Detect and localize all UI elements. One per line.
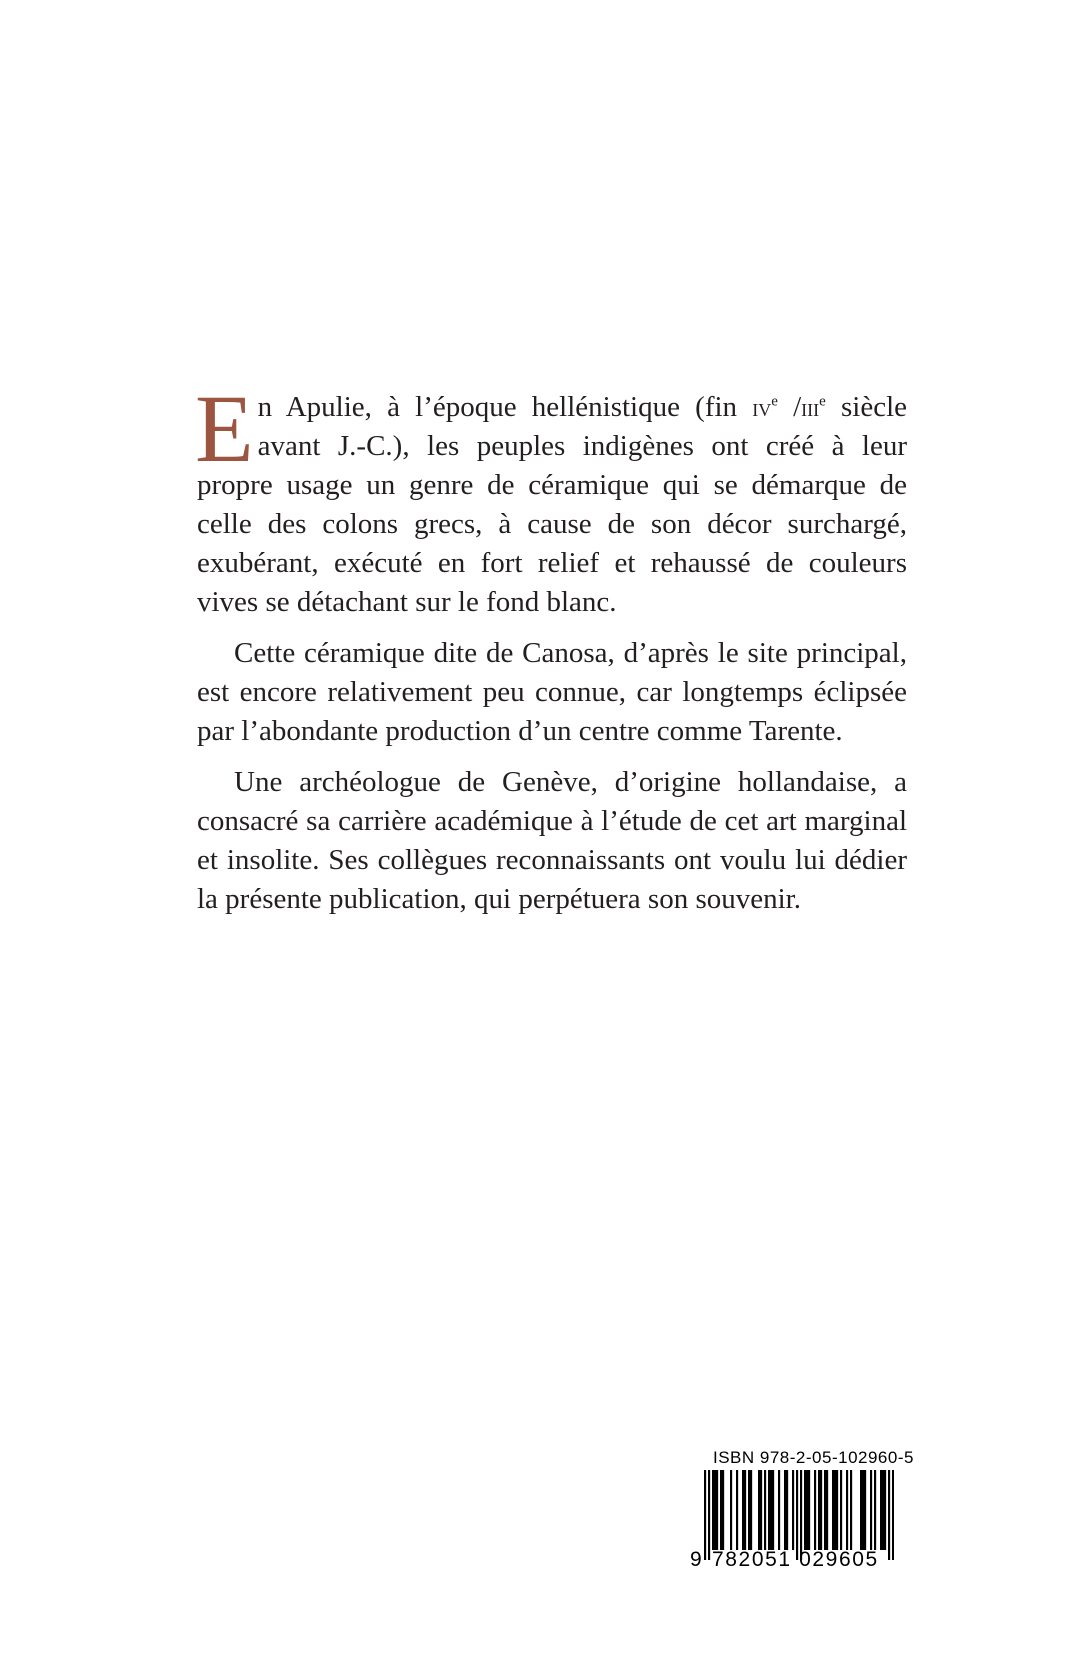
barcode-bar <box>888 1470 890 1560</box>
barcode-bar <box>808 1470 810 1550</box>
roman-numeral-iii: iii <box>801 393 820 422</box>
isbn-barcode <box>690 1448 914 1571</box>
barcode-bar <box>712 1470 714 1550</box>
barcode-bar <box>750 1470 752 1550</box>
barcode-bar <box>892 1470 894 1560</box>
barcode-lead-digit: 9 <box>690 1548 702 1571</box>
isbn-label: ISBN 978-2-05-102960-5 <box>713 1448 914 1467</box>
barcode-digit-groups: 782051 029605 <box>712 1548 879 1571</box>
barcode-bar <box>784 1470 786 1550</box>
roman-numeral-iv: iv <box>752 393 772 422</box>
barcode-bar <box>730 1470 732 1550</box>
barcode-bar <box>800 1470 802 1560</box>
barcode-bar <box>840 1470 842 1550</box>
barcode-bar <box>758 1470 760 1550</box>
barcode-bar <box>704 1470 706 1560</box>
barcode-bar <box>882 1470 884 1550</box>
barcode-bar <box>818 1470 820 1550</box>
paragraph-2: Cette céramique dite de Canosa, d’après le site principal, est encore relativement peu connue, car longtemps éclipsée par l’abondante production d’un centre comme Tarente. <box>197 637 907 747</box>
barcode-bar <box>742 1470 744 1550</box>
barcode-bar <box>862 1470 864 1550</box>
paragraph-1-text-end: siècle avant J.-C.), les peuples indigènes ont créé à leur propre usage un genre de céramique qui se démarque de celle des colons grecs, à cause de son décor surchargé, exubérant, exécuté en fort relief et rehaussé de couleurs vives se détachant sur le fond blanc. <box>197 391 908 618</box>
barcode-bar <box>744 1470 746 1550</box>
barcode-bar <box>768 1470 770 1550</box>
barcode-bar <box>820 1470 822 1550</box>
barcode-bar <box>880 1470 882 1550</box>
barcode-bar <box>736 1470 738 1550</box>
barcode-bar <box>720 1470 722 1550</box>
superscript-e-1: e <box>771 393 778 410</box>
barcode-bar <box>748 1470 750 1550</box>
paragraph-1-text-start: n Apulie, à l’époque hellénistique (fin <box>257 391 753 423</box>
barcode-bar <box>770 1470 772 1550</box>
barcode-bar <box>874 1470 876 1550</box>
barcode-bar <box>792 1470 794 1550</box>
barcode-bar <box>772 1470 774 1550</box>
barcode-bar <box>714 1470 716 1550</box>
barcode-bar <box>716 1470 718 1550</box>
barcode-bar <box>806 1470 808 1550</box>
barcode-bar <box>786 1470 788 1550</box>
barcode-bar <box>760 1470 762 1550</box>
barcode-bar <box>864 1470 866 1550</box>
barcode-bar <box>804 1470 806 1550</box>
barcode-bar <box>846 1470 848 1550</box>
superscript-e-2: e <box>819 393 826 410</box>
barcode-bar <box>764 1470 766 1550</box>
barcode-bar <box>708 1470 710 1560</box>
barcode-bar <box>722 1470 724 1550</box>
numeral-separator: / <box>777 391 802 423</box>
barcode-bar <box>834 1470 836 1550</box>
barcode-bar <box>884 1470 886 1550</box>
paragraph-3: Une archéologue de Genève, d’origine hollandaise, a consacré sa carrière académique à l’étude de cet art marginal et insolite. Ses collègues reconnaissants ont voulu lui dédier la présente publication, qui perpétuera son souvenir. <box>197 766 907 915</box>
paragraph-1 <box>195 375 908 622</box>
barcode-bar <box>814 1470 816 1550</box>
barcode-bar <box>836 1470 838 1550</box>
barcode-bar <box>860 1470 862 1550</box>
barcode-bar <box>826 1470 828 1550</box>
back-cover-blurb <box>195 375 908 931</box>
barcode-bar <box>832 1470 834 1550</box>
barcode-bar <box>778 1470 780 1550</box>
barcode-bar <box>824 1470 826 1550</box>
barcode-bar <box>850 1470 852 1550</box>
barcode-bar <box>870 1470 872 1550</box>
drop-cap-letter: E <box>195 375 254 482</box>
barcode-bar <box>796 1470 798 1560</box>
